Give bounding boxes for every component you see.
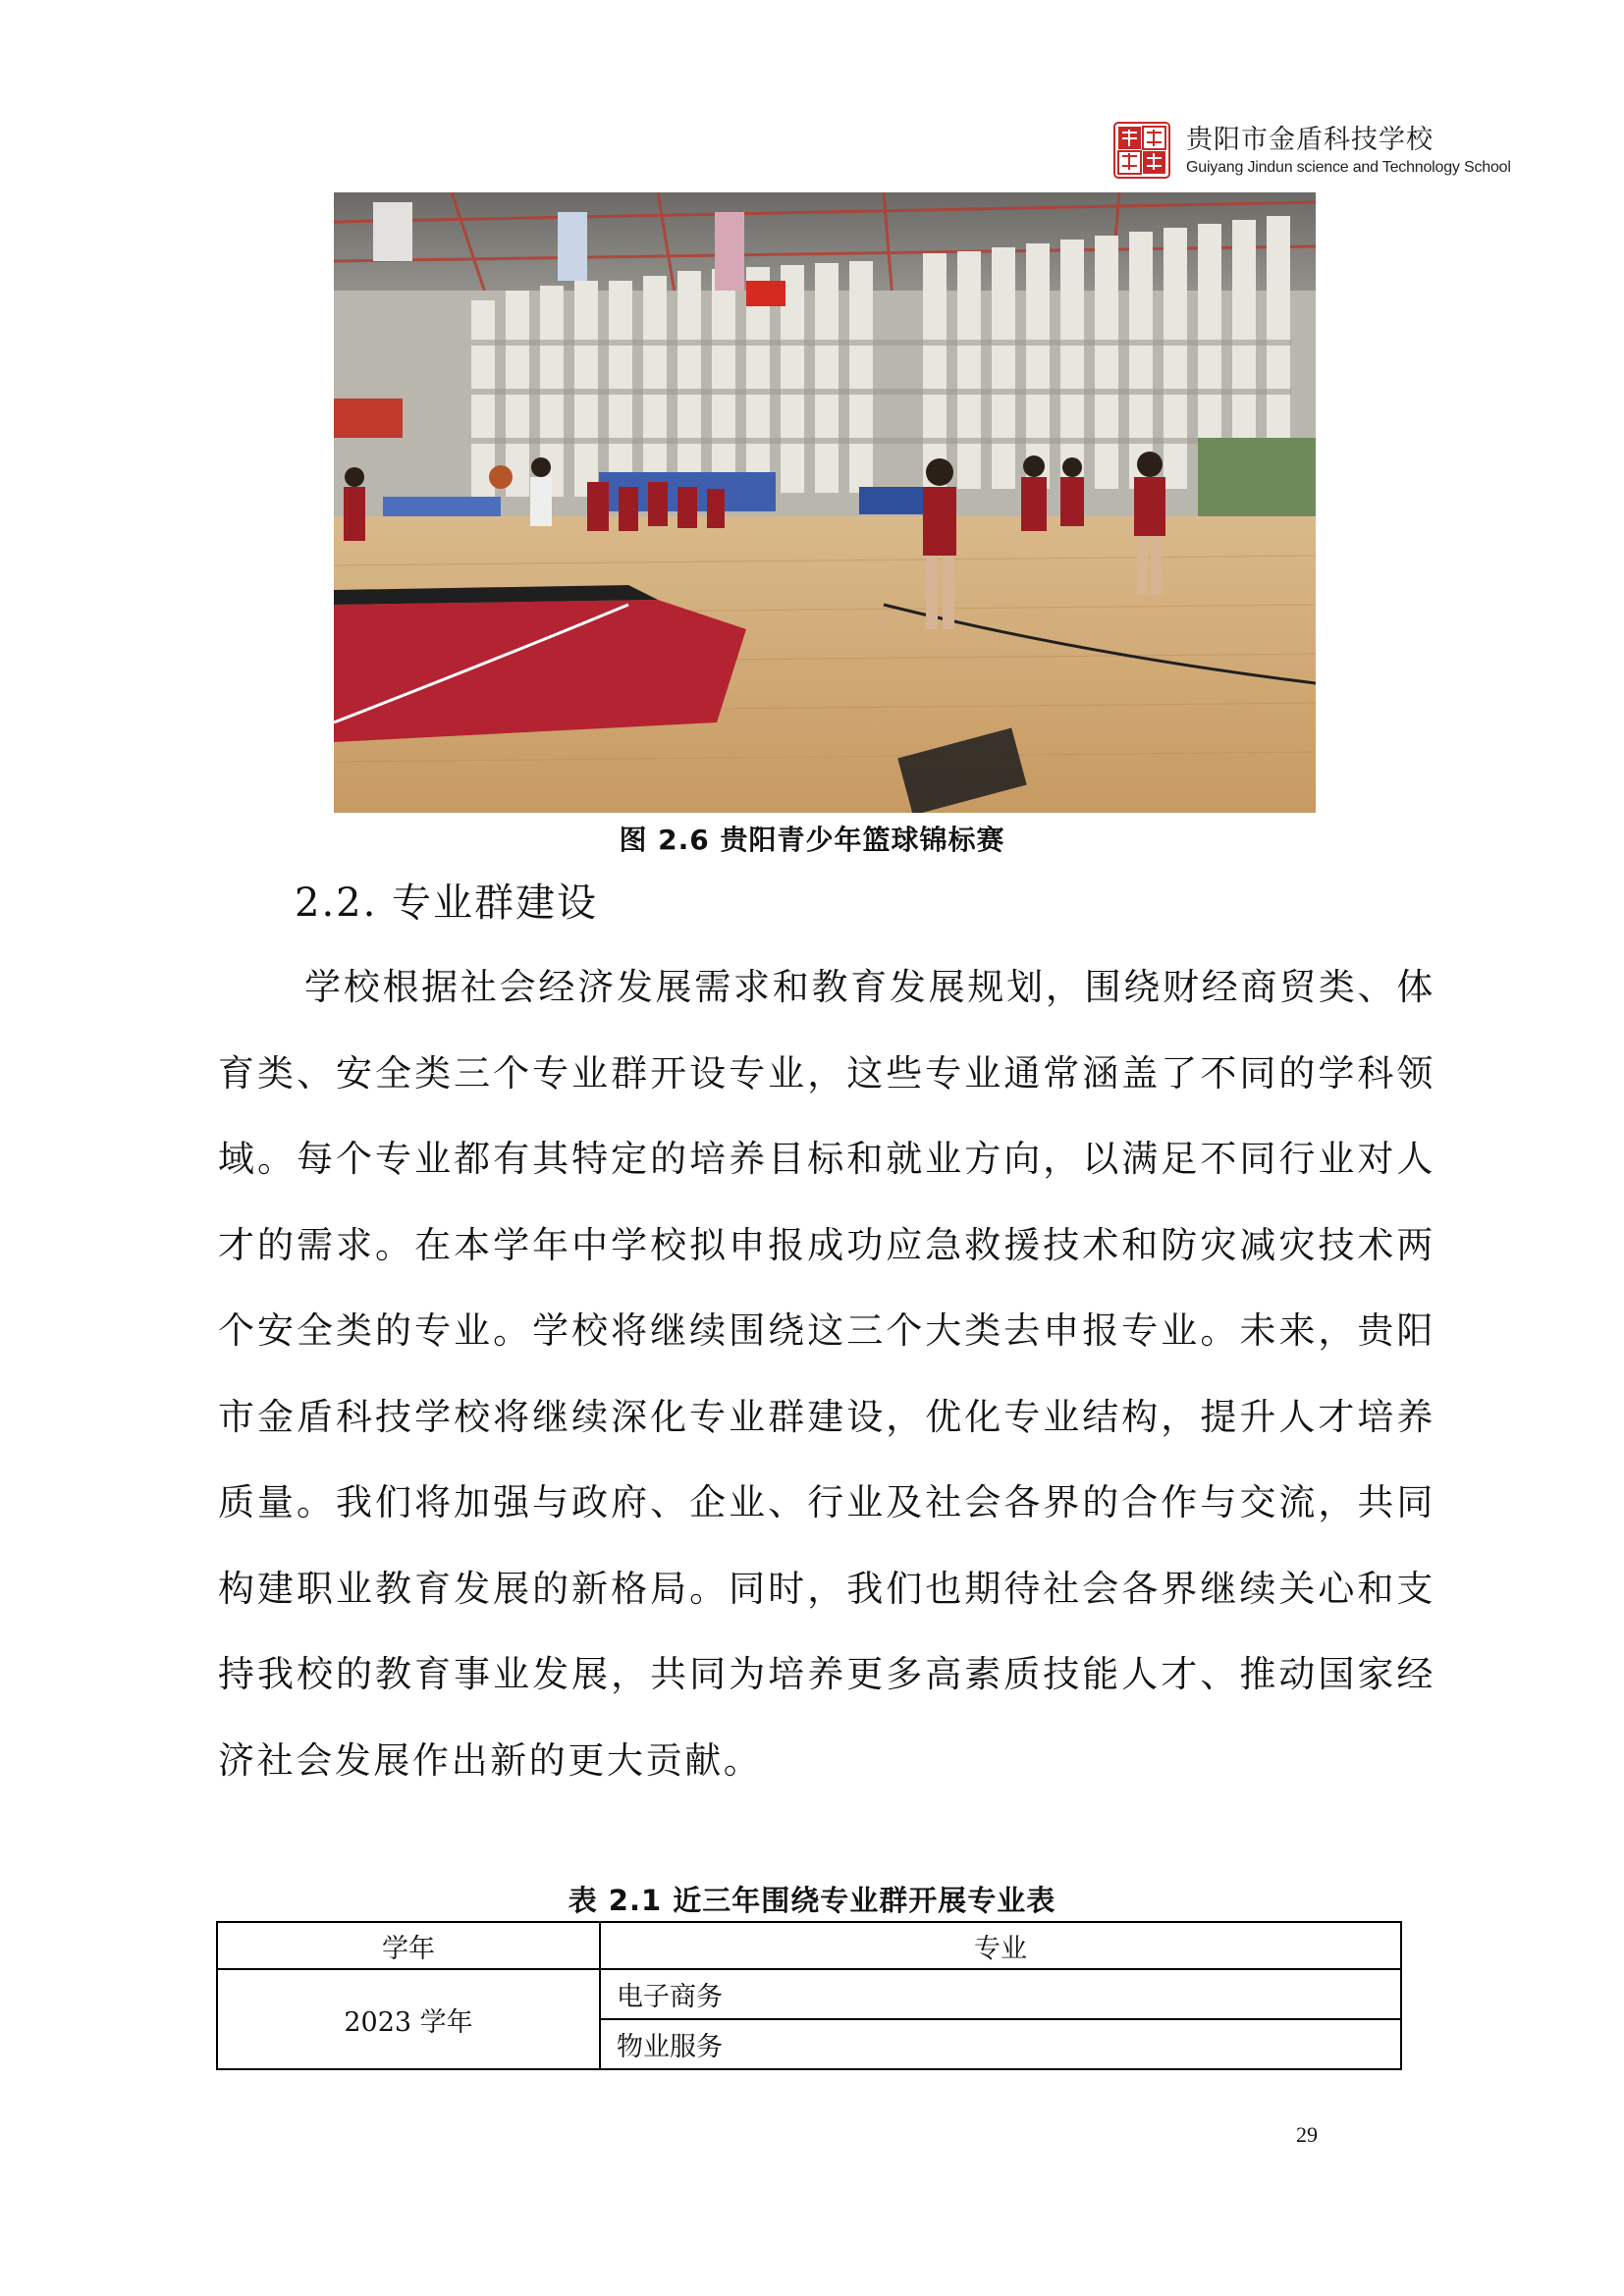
majors-table xyxy=(216,1921,1402,2070)
figure-caption: 图 2.6 贵阳青少年篮球锦标赛 xyxy=(619,824,1005,856)
header-year: 学年 xyxy=(217,1922,600,1969)
body-paragraph: 学校根据社会经济发展需求和教育发展规划，围绕财经商贸类、体育类、安全类三个专业群开设专业，这些专业通常涵盖了不同的学科领域。每个专业都有其特定的培养目标和就业方向，以满足不同行业对人才的需求。在本学年中学校拟申报成功应急救援技术和防灾减灾技术两个安全类的专业。学校将继续围绕这三个大类去申报专业。未来，贵阳市金盾科技学校将继续深化专业群建设，优化专业结构，提升人才培养质量。我们将加强与政府、企业、行业及社会各界的合作与交流，共同构建职业教育发展的新格局。同时，我们也期待社会各界继续关心和支持我校的教育事业发展，共同为培养更多高素质技能人才、推动国家经济社会发展作出新的更大贡献。 xyxy=(218,966,1435,1782)
section-heading: 2.2. 专业群建设 xyxy=(295,881,599,926)
cell-year: 2023 学年 xyxy=(217,1969,600,2069)
page-number: 29 xyxy=(1296,2122,1318,2147)
table-title: 表 2.1 近三年围绕专业群开展专业表 xyxy=(568,1884,1056,1917)
table-row xyxy=(217,1969,1401,2019)
school-seal-logo-icon xyxy=(1112,121,1171,180)
cell-major: 物业服务 xyxy=(600,2019,1401,2069)
basketball-tournament-photo xyxy=(334,192,1316,813)
header-school-name-en: Guiyang Jindun science and Technology School xyxy=(1186,159,1511,176)
table-header-row xyxy=(217,1922,1401,1969)
cell-major: 电子商务 xyxy=(600,1969,1401,2019)
header-major: 专业 xyxy=(600,1922,1401,1969)
header-school-name-cn: 贵阳市金盾科技学校 xyxy=(1186,125,1434,155)
